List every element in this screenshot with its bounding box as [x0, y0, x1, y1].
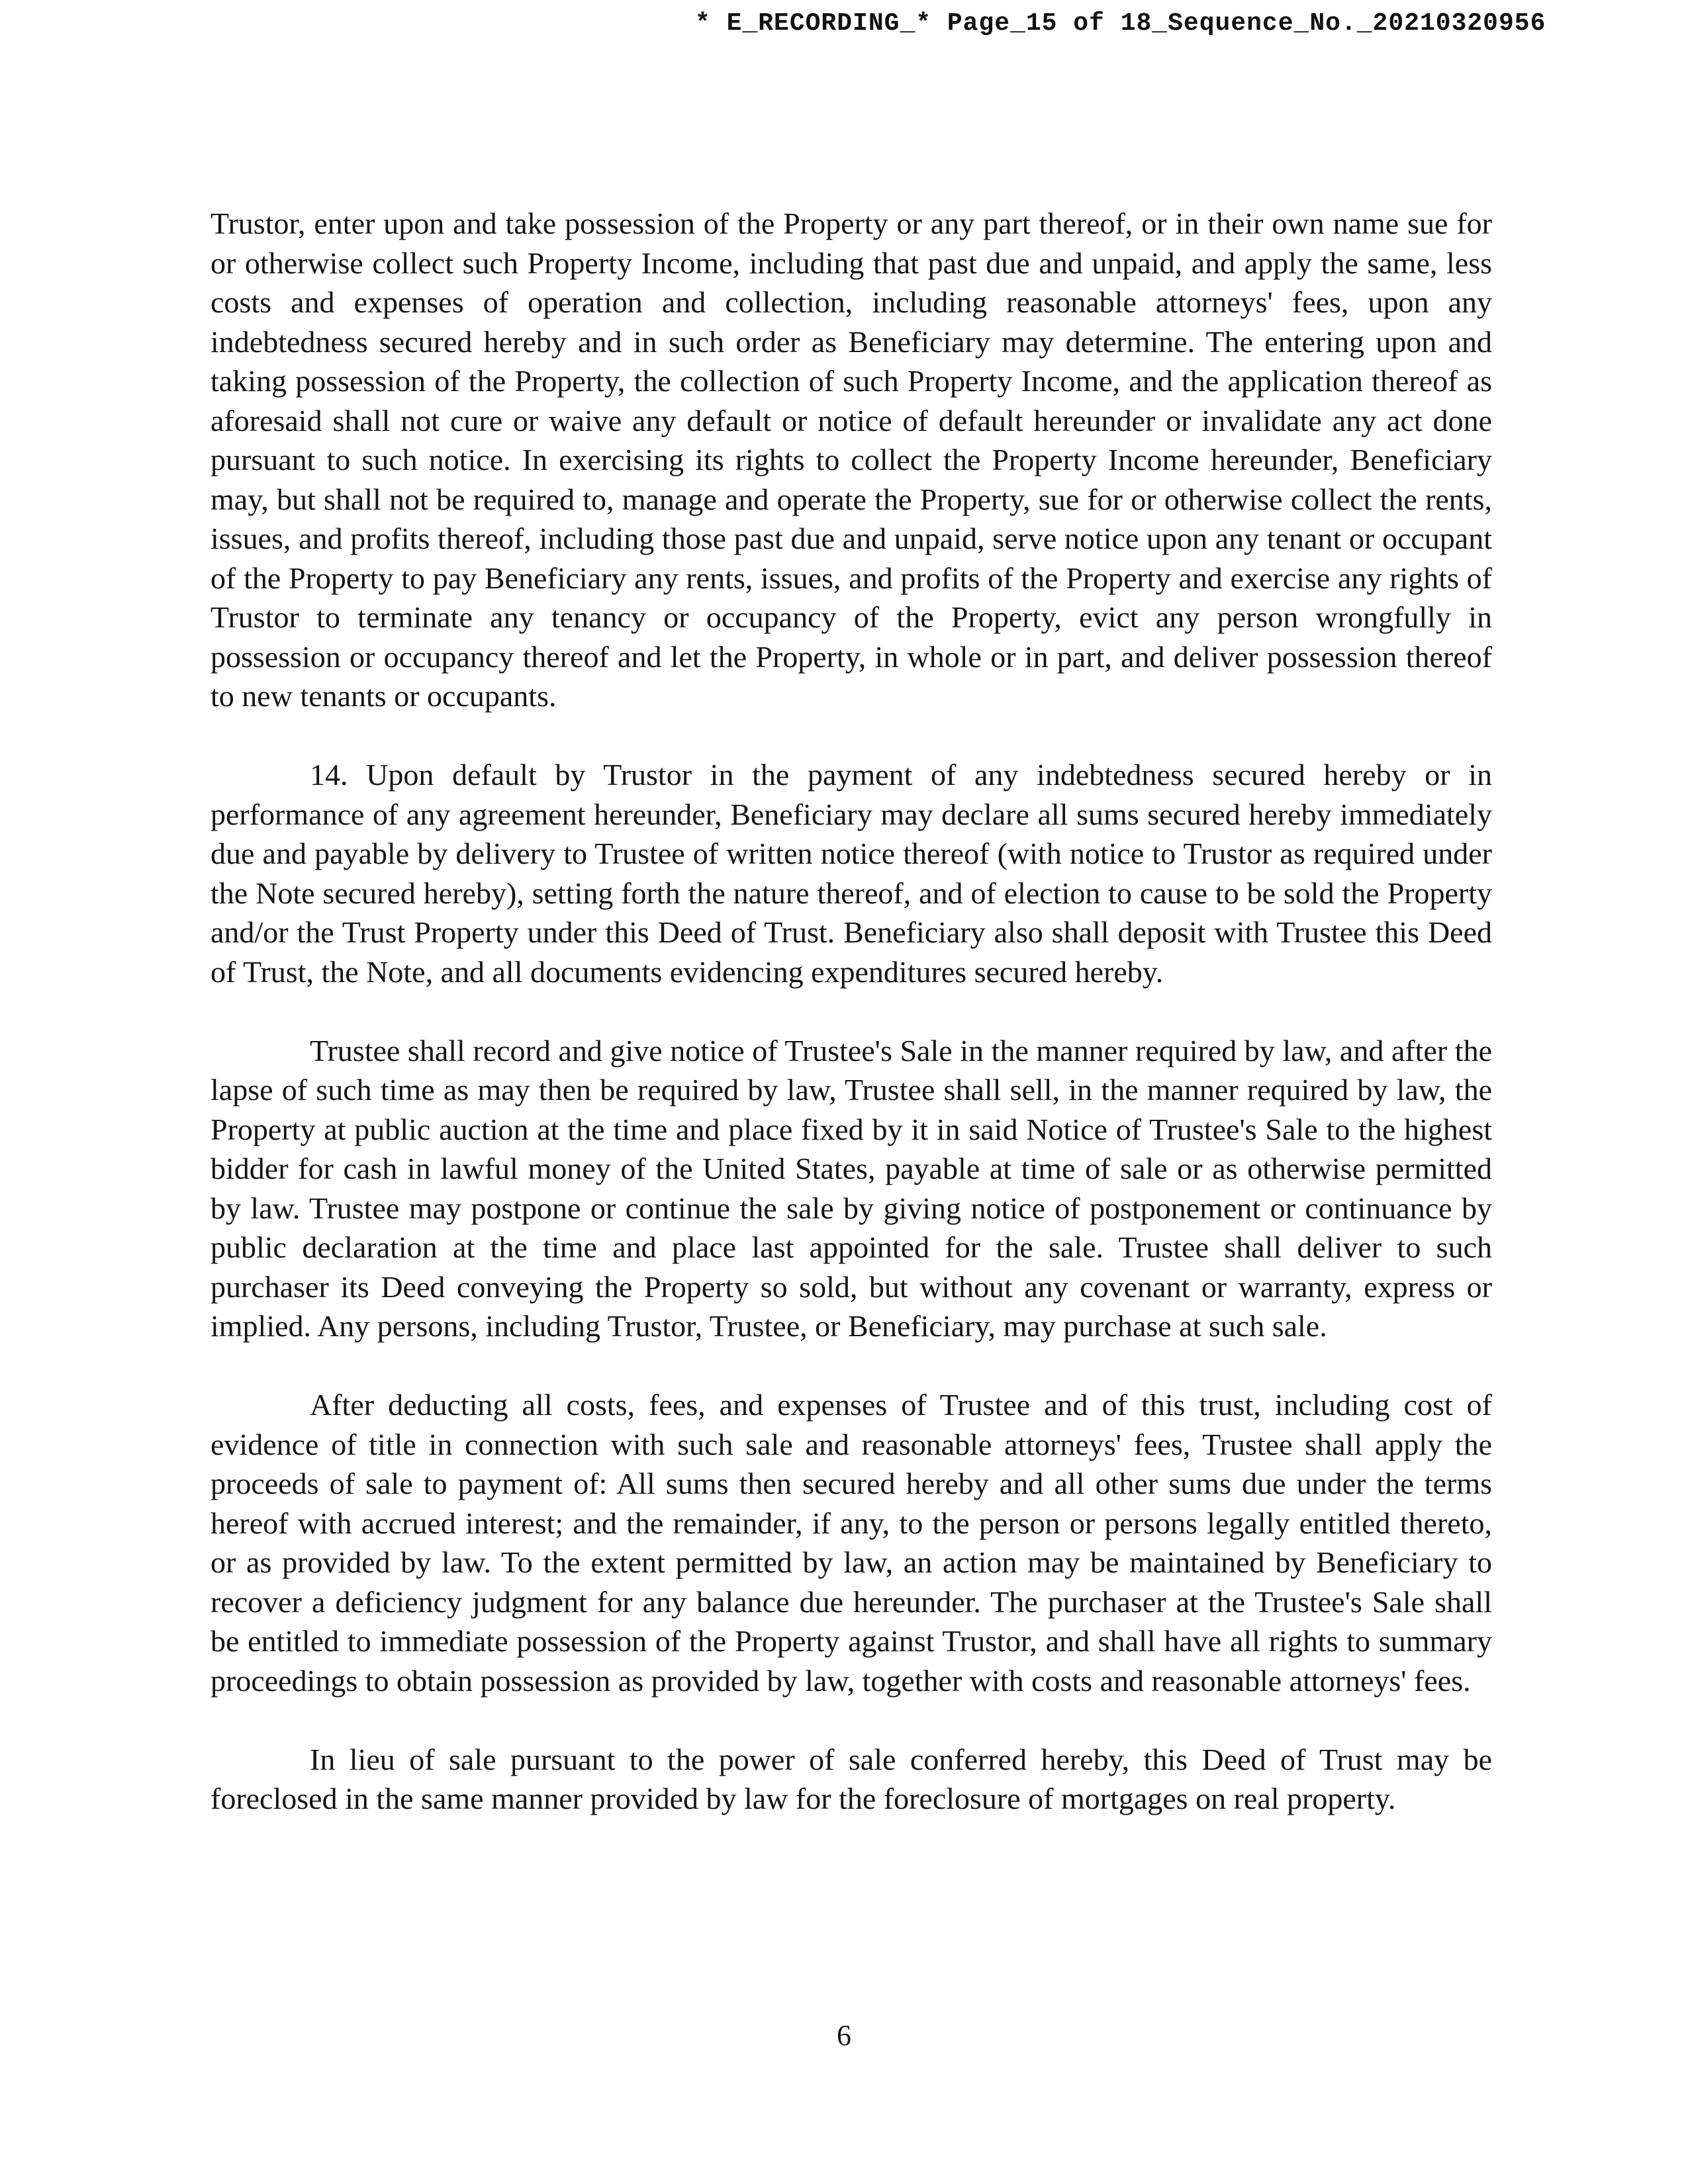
page-number: 6: [837, 2019, 851, 2052]
paragraph-foreclosure-alternative: In lieu of sale pursuant to the power of sale conferred hereby, this Deed of Trust may be foreclosed in the same manner provided by law for the foreclosure of mortgages on real property.: [211, 1742, 1492, 1815]
document-body: [211, 204, 1492, 1858]
recording-stamp-header: * E_RECORDING_* Page_15 of 18_Sequence_No._20210320956: [695, 9, 1546, 38]
paragraph-trustee-sale: Trustee shall record and give notice of Trustee's Sale in the manner required by law, and after the lapse of such time as may then be required by law, Trustee shall sell, in the manner required by law, the Property at public auction at the time and place fixed by it in said Notice of Trustee's Sale to the highest bidder for cash in lawful money of the United States, payable at time of sale or as otherwise permitted by law. Trustee may postpone or continue the sale by giving notice of postponement or continuance by public declaration at the time and place last appointed for the sale. Trustee shall deliver to such purchaser its Deed conveying the Property so sold, but without any covenant or warranty, express or implied. Any persons, including Trustor, Trustee, or Beneficiary, may purchase at such sale.: [211, 1033, 1492, 1343]
paragraph-continued: Trustor, enter upon and take possession of the Property or any part thereof, or in their own name sue for or otherwise collect such Property Income, including that past due and unpaid, and apply the same, less costs and expenses of operation and collection, including reasonable attorneys' fees, upon any indebtedness secured hereby and in such order as Beneficiary may determine. The entering upon and taking possession of the Property, the collection of such Property Income, and the application thereof as aforesaid shall not cure or waive any default or notice of default hereunder or invalidate any act done pursuant to such notice. In exercising its rights to collect the Property Income hereunder, Beneficiary may, but shall not be required to, manage and operate the Property, sue for or otherwise collect the rents, issues, and profits thereof, including those past due and unpaid, serve notice upon any tenant or occupant of the Property to pay Beneficiary any rents, issues, and profits of the Property and exercise any rights of Trustor to terminate any tenancy or occupancy of the Property, evict any person wrongfully in possession or occupancy thereof and let the Property, in whole or in part, and deliver possession thereof to new tenants or occupants.: [211, 206, 1492, 713]
paragraph-proceeds-application: After deducting all costs, fees, and expenses of Trustee and of this trust, including cost of evidence of title in connection with such sale and reasonable attorneys' fees, Trustee shall apply the proceeds of sale to payment of: All sums then secured hereby and all other sums due under the terms hereof with accrued interest; and the remainder, if any, to the person or persons legally entitled thereto, or as provided by law. To the extent permitted by law, an action may be maintained by Beneficiary to recover a deficiency judgment for any balance due hereunder. The purchaser at the Trustee's Sale shall be entitled to immediate possession of the Property against Trustor, and shall have all rights to summary proceedings to obtain possession as provided by law, together with costs and reasonable attorneys' fees.: [211, 1388, 1492, 1698]
paragraph-14-default: 14. Upon default by Trustor in the payment of any indebtedness secured hereby or in performance of any agreement hereunder, Beneficiary may declare all sums secured hereby immediately due and payable by delivery to Trustee of written notice thereof (with notice to Trustor as required under the Note secured hereby), setting forth the nature thereof, and of election to cause to be sold the Property and/or the Trust Property under this Deed of Trust. Beneficiary also shall deposit with Trustee this Deed of Trust, the Note, and all documents evidencing expenditures secured hereby.: [211, 758, 1492, 989]
